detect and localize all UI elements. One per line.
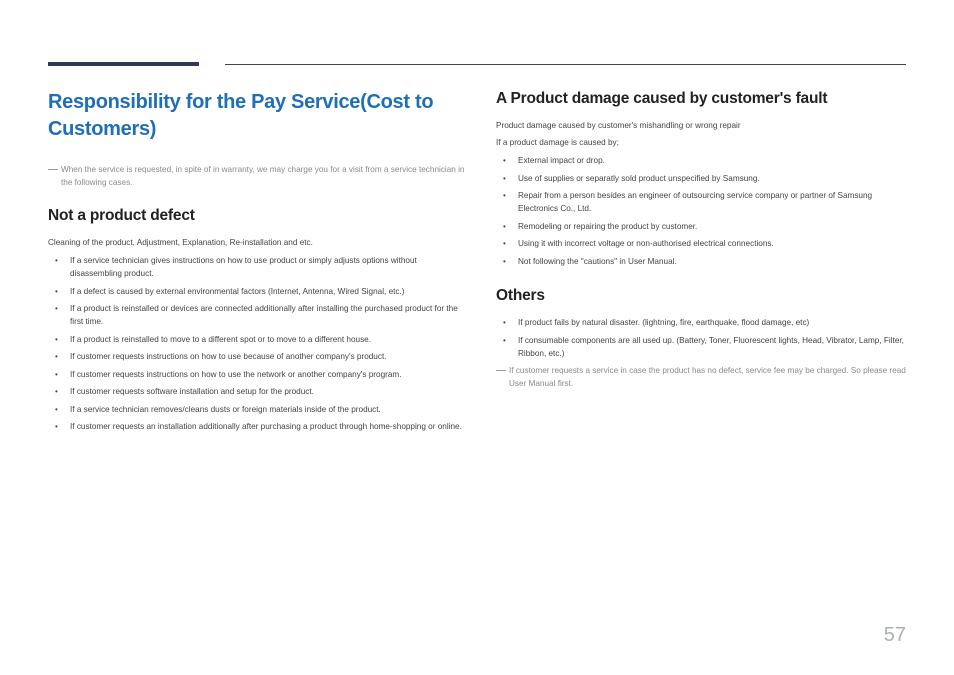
others-note xyxy=(496,364,919,390)
others-note-text: If customer requests a service in case the product has no defect, service fee may be charged. So please read User Manual first. xyxy=(509,366,906,388)
others-list xyxy=(496,316,910,364)
page-title: Responsibility for the Pay Service(Cost to Customers) xyxy=(48,91,434,140)
list-item: • If customer requests an installation additionally after purchasing a product through home-shopping or online. xyxy=(55,422,462,431)
page-number: 57 xyxy=(883,624,906,646)
note-dash xyxy=(496,370,506,371)
others-heading: Others xyxy=(496,287,545,304)
not-defect-list xyxy=(48,254,462,438)
list-item: • If a service technician gives instructions on how to use product or simply adjusts options without disassembling product. xyxy=(55,256,417,278)
list-item: • If a service technician removes/cleans dusts or foreign materials inside of the product. xyxy=(55,404,381,414)
intro-note xyxy=(48,163,471,189)
list-item: • Remodeling or repairing the product by customer. xyxy=(503,221,698,231)
list-item: • If customer requests software installation and setup for the product. xyxy=(55,387,314,396)
damage-lead-1: Product damage caused by customer's mishandling or wrong repair xyxy=(496,121,741,130)
not-defect-heading: Not a product defect xyxy=(48,207,195,224)
list-item: • Not following the "cautions" in User Manual. xyxy=(503,256,677,266)
intro-note-text: When the service is requested, in spite of in warranty, we may charge you for a visit from a service technician in the following cases. xyxy=(61,165,465,187)
list-item: • If customer requests instructions on how to use because of another company's product. xyxy=(55,352,387,361)
header-rule-thick xyxy=(48,62,199,66)
list-item: • If product fails by natural disaster. (lightning, fire, earthquake, flood damage, etc) xyxy=(503,318,810,327)
list-item: • External impact or drop. xyxy=(503,156,605,165)
note-dash xyxy=(48,169,58,170)
list-item: • If a product is reinstalled to move to a different spot or to move to a different house. xyxy=(55,334,371,344)
list-item: • Repair from a person besides an engineer of outsourcing service company or partner of Samsung Electronics Co., Ltd. xyxy=(503,191,873,213)
damage-lead-2: If a product damage is caused by; xyxy=(496,138,619,147)
list-item: • If customer requests instructions on how to use the network or another company's program. xyxy=(55,369,402,379)
list-item: • If a defect is caused by external environmental factors (Internet, Antenna, Wired Signal, etc.) xyxy=(55,286,405,296)
list-item: • If a product is reinstalled or devices are connected additionally after installing the purchased product for the first time. xyxy=(55,304,458,326)
list-item: • Using it with incorrect voltage or non-authorised electrical connections. xyxy=(503,239,774,248)
not-defect-lead: Cleaning of the product, Adjustment, Explanation, Re-installation and etc. xyxy=(48,238,313,247)
damage-list xyxy=(496,154,910,272)
header-rule-thin xyxy=(225,64,906,65)
list-item: • If consumable components are all used up. (Battery, Toner, Fluorescent lights, Head, Vibrator, Lamp, Filter, Ribbon, etc.) xyxy=(503,335,904,358)
list-item: • Use of supplies or separatly sold product unspecified by Samsung. xyxy=(503,173,760,183)
damage-heading: A Product damage caused by customer's fault xyxy=(496,90,828,107)
